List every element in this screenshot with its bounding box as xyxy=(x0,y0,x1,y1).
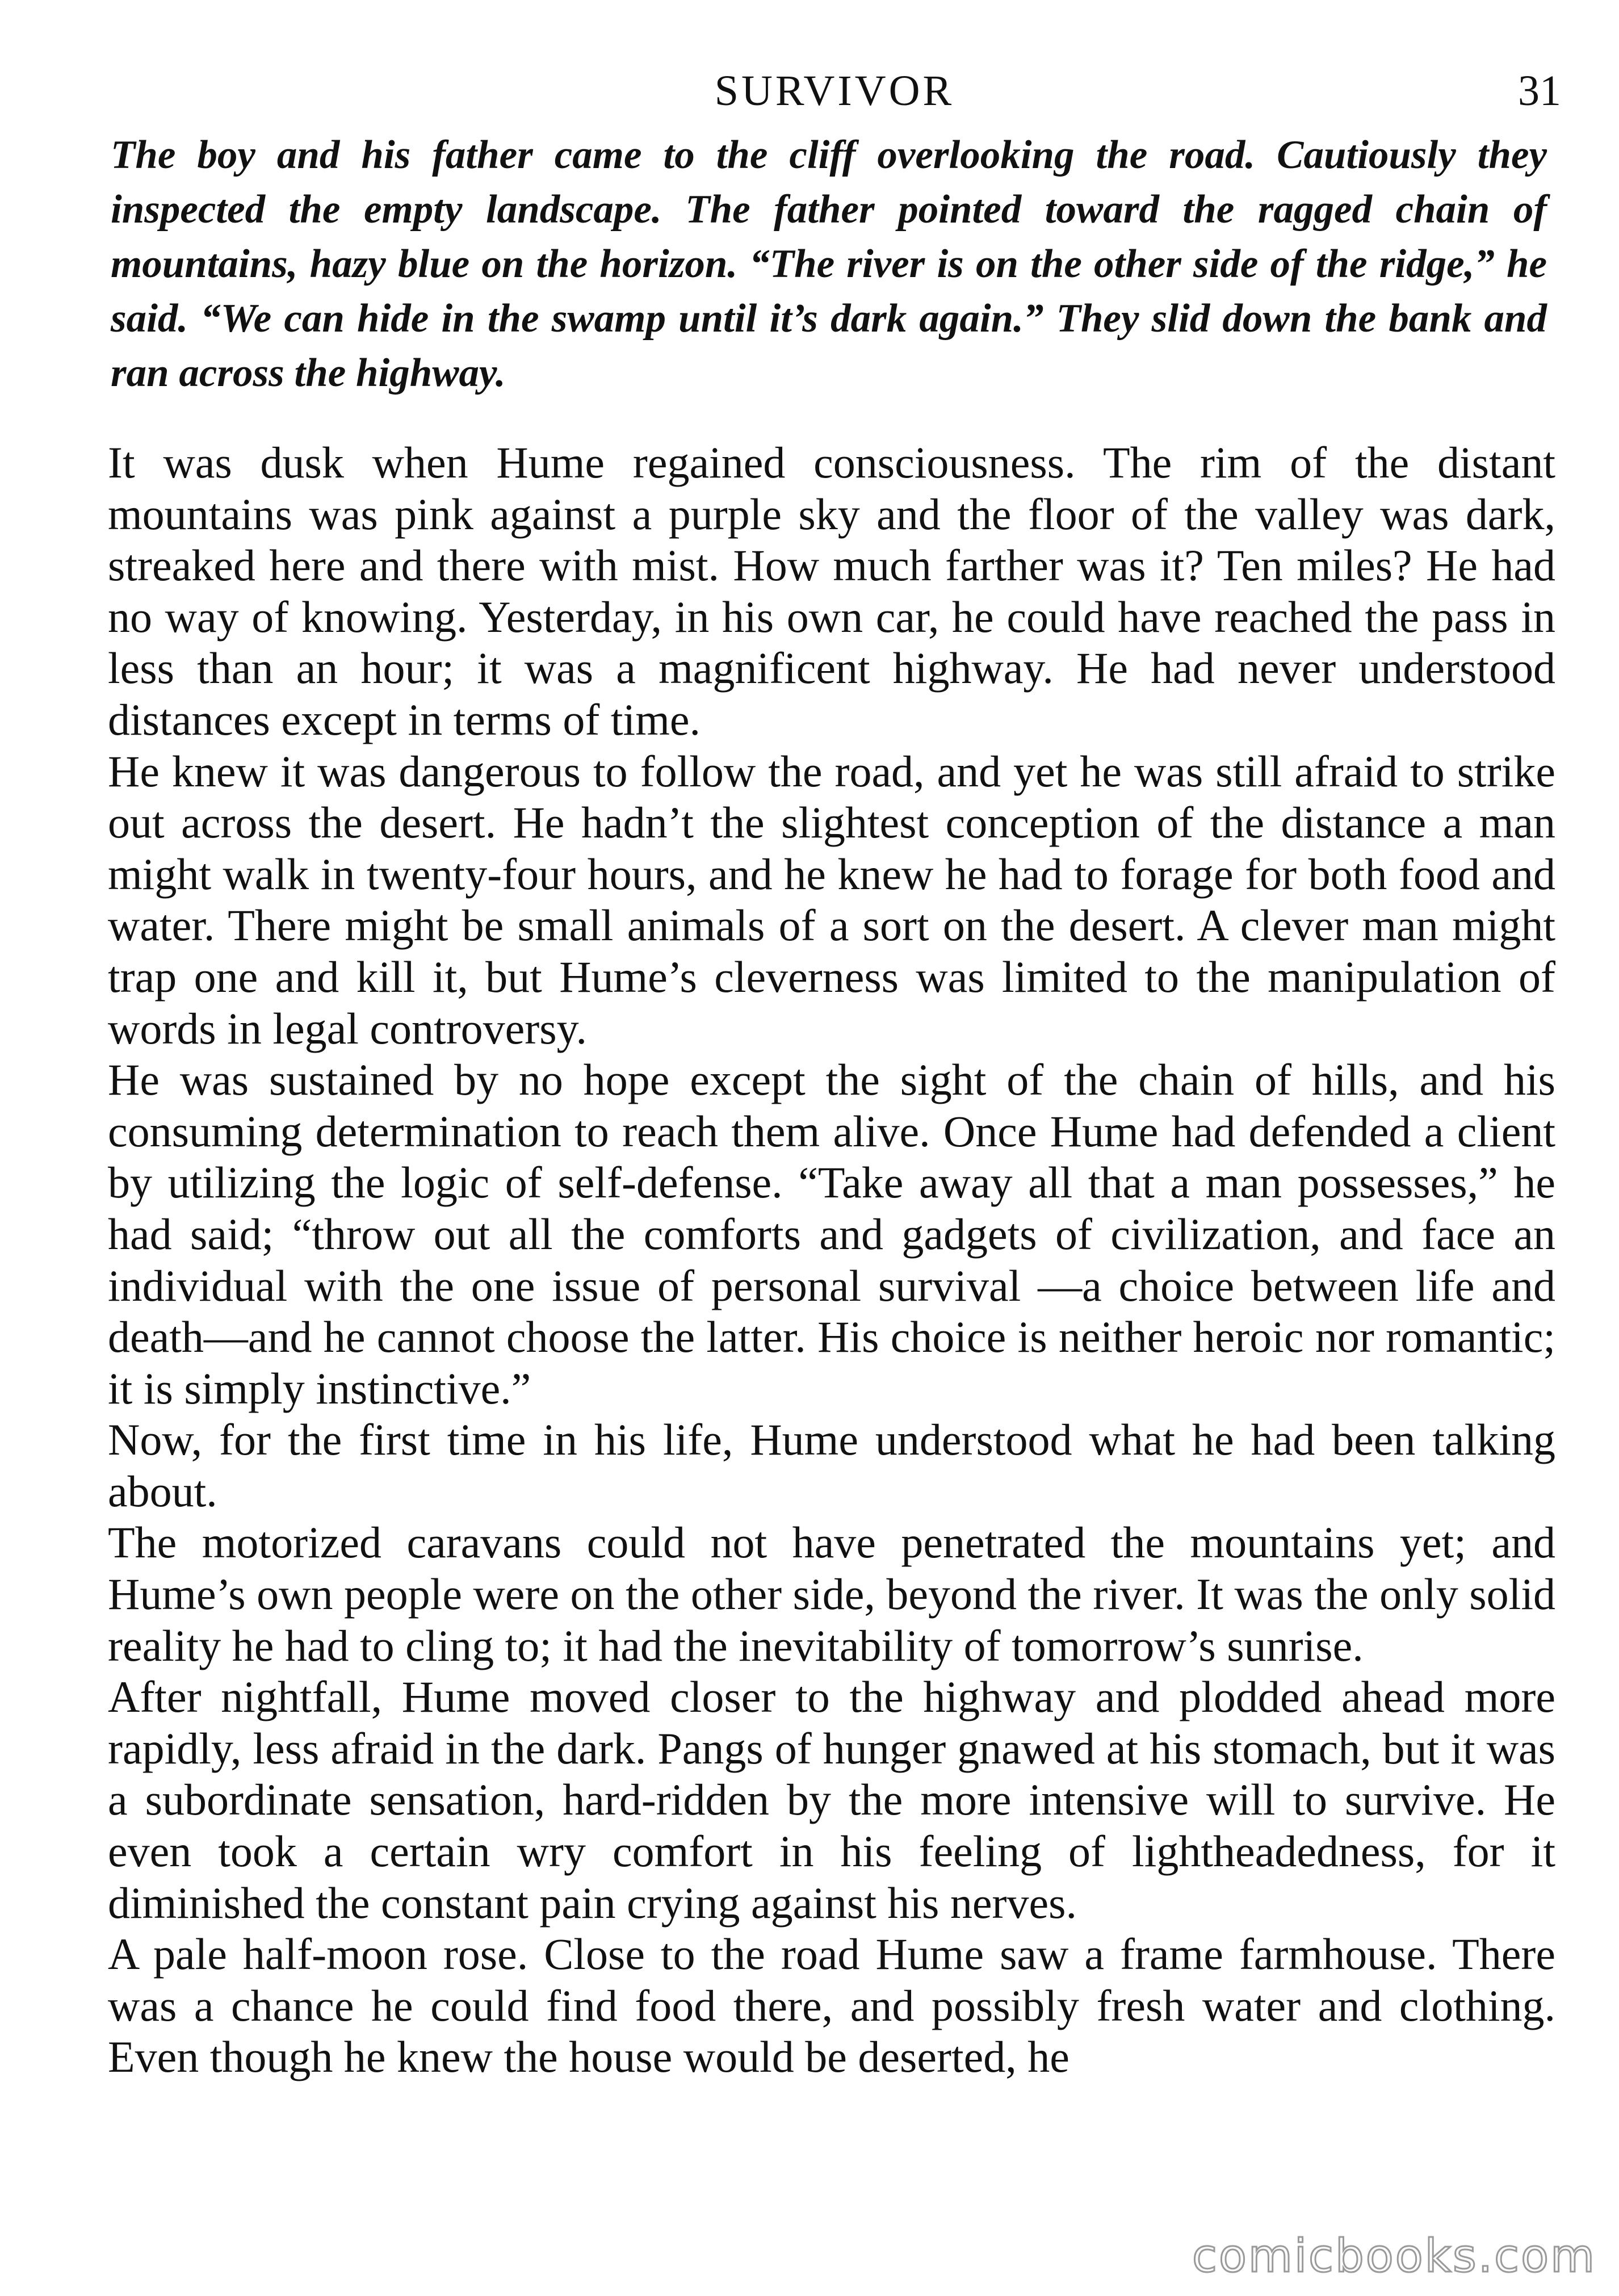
paragraph: Now, for the first time in his life, Hume understood what he had been talking about. xyxy=(108,1415,1555,1516)
paragraph: He was sustained by no hope except the sight of the chain of hills, and his consuming determination to reach them alive. Once Hume had defended a client by utilizing the logic of self-defense. “Take away all that a man possesses,” he had said; “throw out all the comforts and gadgets of civilization, and face an individual with the one issue of personal survival —a choice between life and death—and he cannot choose the latter. His choice is neither heroic nor romantic; it is simply instinctive.” xyxy=(108,1055,1555,1413)
body-text xyxy=(108,437,1555,2083)
paragraph: The motorized caravans could not have penetrated the mountains yet; and Hume’s own people were on the other side, beyond the river. It was the only solid reality he had to cling to; it had the inevitability of tomorrow’s sunrise. xyxy=(108,1518,1555,1670)
paragraph: A pale half-moon rose. Close to the road Hume saw a frame farmhouse. There was a chance he could find food there, and possibly fresh water and clothing. Even though he knew the house would be deserted, he xyxy=(108,1929,1555,2082)
running-title: SURVIVOR xyxy=(714,67,955,115)
page-number: 31 xyxy=(1518,67,1561,115)
paragraph: He knew it was dangerous to follow the road, and yet he was still afraid to strike out across the desert. He hadn’t the slightest conception of the distance a man might walk in twenty-four hours, and he knew he had to forage for both food and water. There might be small animals of a sort on the desert. A clever man might trap one and kill it, but Hume’s cleverness was limited to the manipulation of words in legal controversy. xyxy=(108,746,1555,1053)
paragraph: After nightfall, Hume moved closer to the highway and plodded ahead more rapidly, less afraid in the dark. Pangs of hunger gnawed at his stomach, but it was a subordinate sensation, hard-ridden by the more intensive will to survive. He even took a certain wry comfort in his feeling of lightheadedness, for it diminished the constant pain crying against his nerves. xyxy=(108,1672,1555,1928)
paragraph: It was dusk when Hume regained consciousness. The rim of the distant mountains was pink against a purple sky and the floor of the valley was dark, streaked here and there with mist. How much farther was it? Ten miles? He had no way of knowing. Yesterday, in his own car, he could have reached the pass in less than an hour; it was a magnificent highway. He had never understood distances except in terms of time. xyxy=(108,438,1555,744)
italic-intro-paragraph: The boy and his father came to the cliff overlooking the road. Cautiously they inspected the empty landscape. The father pointed toward the ragged chain of mountains, hazy blue on the horizon. “The river is on the other side of the ridge,” he said. “We can hide in the swamp until it’s dark again.” They slid down the bank and ran across the highway. xyxy=(111,133,1547,395)
watermark-logo: comicbooks.com xyxy=(1192,2230,1596,2282)
page-header xyxy=(108,60,1561,122)
